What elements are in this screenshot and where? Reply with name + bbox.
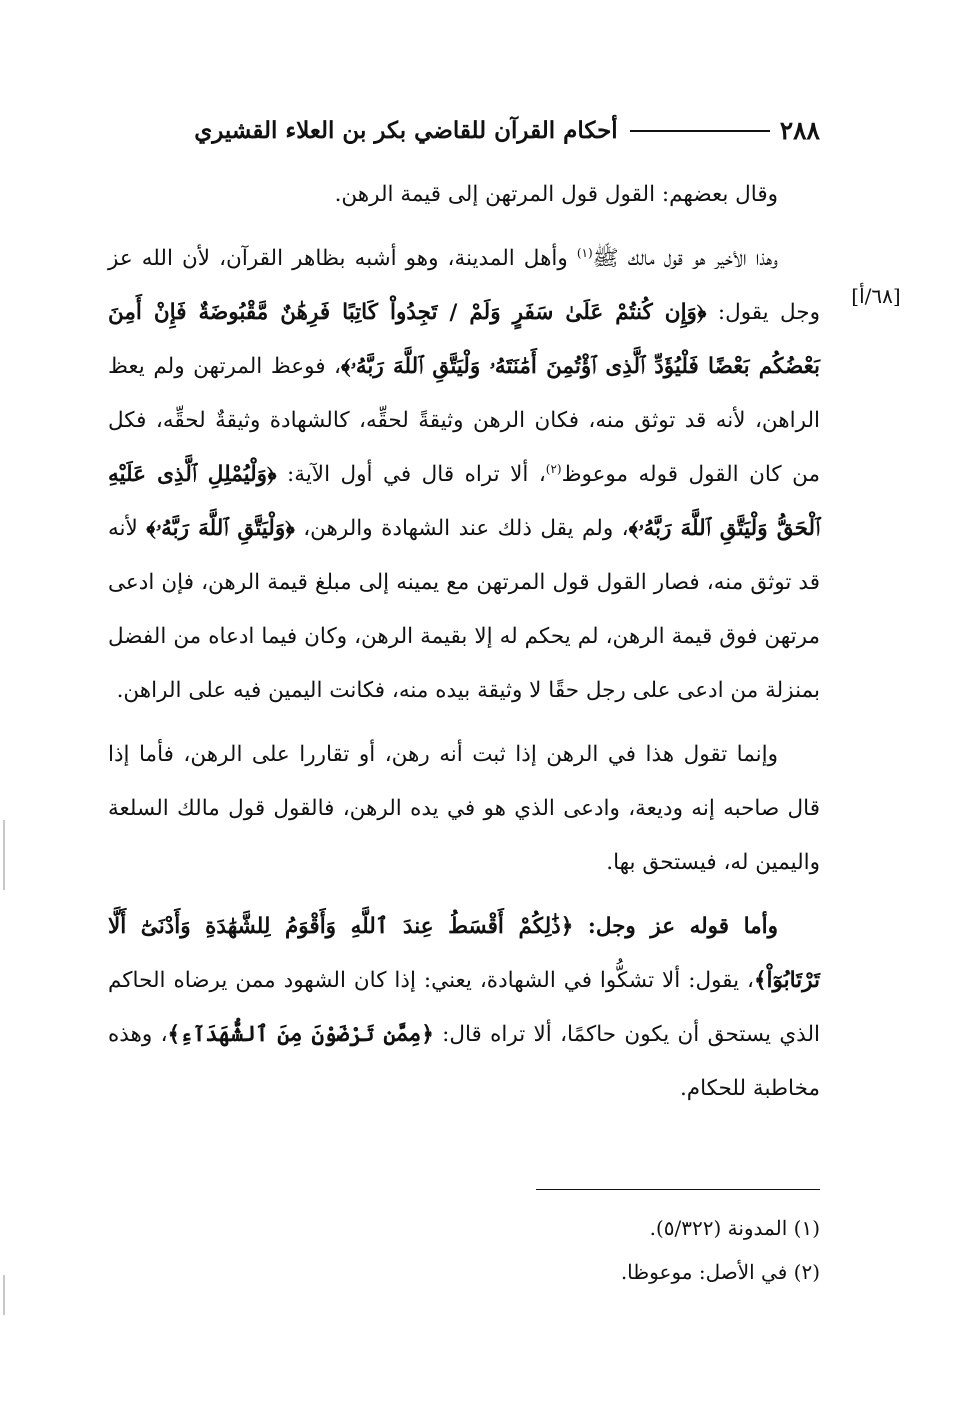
header-rule [630, 130, 770, 132]
running-title: أحكام القرآن للقاضي بكر بن العلاء القشيري [194, 116, 618, 144]
text-run: ، ولم يقل ذلك عند الشهادة والرهن، [294, 516, 629, 541]
footnote-reference: (٢) [545, 461, 562, 476]
paragraph [108, 900, 820, 1116]
text-run: ، يقول: ألا تشكُّوا في الشهادة، يعني: إذا كان الشهود ممن يرضاه الحاكم الذي يستحق أن يكون حاكمًا، ألا تراه قال: [108, 968, 820, 1047]
page-number: ٢٨٨ [779, 115, 820, 145]
emphasized-text: وأما قوله عز وجل: [573, 914, 778, 939]
manuscript-folio-marker: [٦٨/أ] [851, 284, 901, 308]
footnote-separator [536, 1189, 820, 1190]
text-run: ، ألا تراه قال في أول الآية: [276, 462, 546, 487]
quran-quote: ﴿وَإِن كُنتُمْ عَلَىٰ سَفَرٍ وَلَمْ / تَجِدُواْ كَاتِبًا فَرِهَٰنٌ مَّقْبُوضَةٌ فَإِنْ أَمِنَ بَعْضُكُم بَعْضًا فَلْيُؤَدِّ ٱلَّذِى ٱؤْتُمِنَ أَمَٰنَتَهُۥ وَلْيَتَّقِ ٱللَّهَ رَبَّهُۥ﴾ [108, 300, 820, 379]
text-run: وإنما تقول هذا في الرهن إذا ثبت أنه رهن، أو تقاررا على الرهن، فأما إذا قال صاحبه إنه وديعة، وادعى الذي هو في يده الرهن، فالقول قول مالك السلعة واليمين له، فيستحق بها. [108, 742, 820, 875]
paragraph [108, 728, 820, 890]
page-header [108, 110, 820, 150]
quran-quote: ﴿ذَٰلِكُمْ أَقْسَطُ عِندَ ٱللَّهِ وَأَقْوَمُ لِلشَّهَٰدَةِ وَأَدْنَىٰٓ أَلَّا تَرْتَابُوٓاْ﴾ [108, 914, 820, 993]
footnote-2: (٢) في الأصل: موعوظا. [620, 1260, 820, 1284]
text-run: لأنه قد توثق منه، فصار القول قول المرتهن مع يمينه إلى مبلغ قيمة الرهن، فإن ادعى مرتهن فوق قيمة الرهن، لم يحكم له إلا بقيمة الرهن، وكان فيما ادعاه من الفضل بمنزلة من ادعى على رجل حقًا لا وثيقة بيده منه، فكانت اليمين فيه على الراهن. [108, 516, 820, 703]
paragraph [108, 232, 820, 718]
footnote-1: (١) المدونة (٥/٣٢٢). [649, 1216, 820, 1240]
text-run: وقال بعضهم: القول قول المرتهن إلى قيمة الرهن. [334, 182, 778, 207]
text-run: وأهل المدينة، وهو أشبه بظاهر القرآن، لأن الله عز وجل يقول: [108, 246, 820, 325]
footnotes [400, 1206, 820, 1294]
scan-edge-mark [3, 820, 5, 890]
quran-quote: ﴿وَلْيَتَّقِ ٱللَّهَ رَبَّهُۥ﴾ [146, 516, 295, 541]
text-run: ، فوعظ المرتهن ولم يعظ الراهن، لأنه قد توثق منه، فكان الرهن وثيقةً لحقِّه، كالشهادة وثيقةٌ لحقِّه، فكل من كان القول قوله موعوظ [108, 354, 820, 487]
main-text [108, 168, 820, 1116]
quran-quote: ﴿مِمَّن تَرْضَوْنَ مِنَ ٱلشُّهَدَآءِ﴾ [167, 1022, 434, 1047]
scan-edge-mark [3, 1275, 5, 1315]
text-run: ، وهذه مخاطبة للحكام. [108, 1022, 820, 1101]
quran-quote: ﴿وَلْيُمْلِلِ ٱلَّذِى عَلَيْهِ ٱلْحَقُّ وَلْيَتَّقِ ٱللَّهَ رَبَّهُۥ﴾ [108, 462, 820, 541]
text-run: وهذا الأخير هو قول مالك ﷺ [592, 246, 778, 271]
paragraph [108, 168, 820, 222]
footnote-reference: (١) [576, 245, 593, 260]
